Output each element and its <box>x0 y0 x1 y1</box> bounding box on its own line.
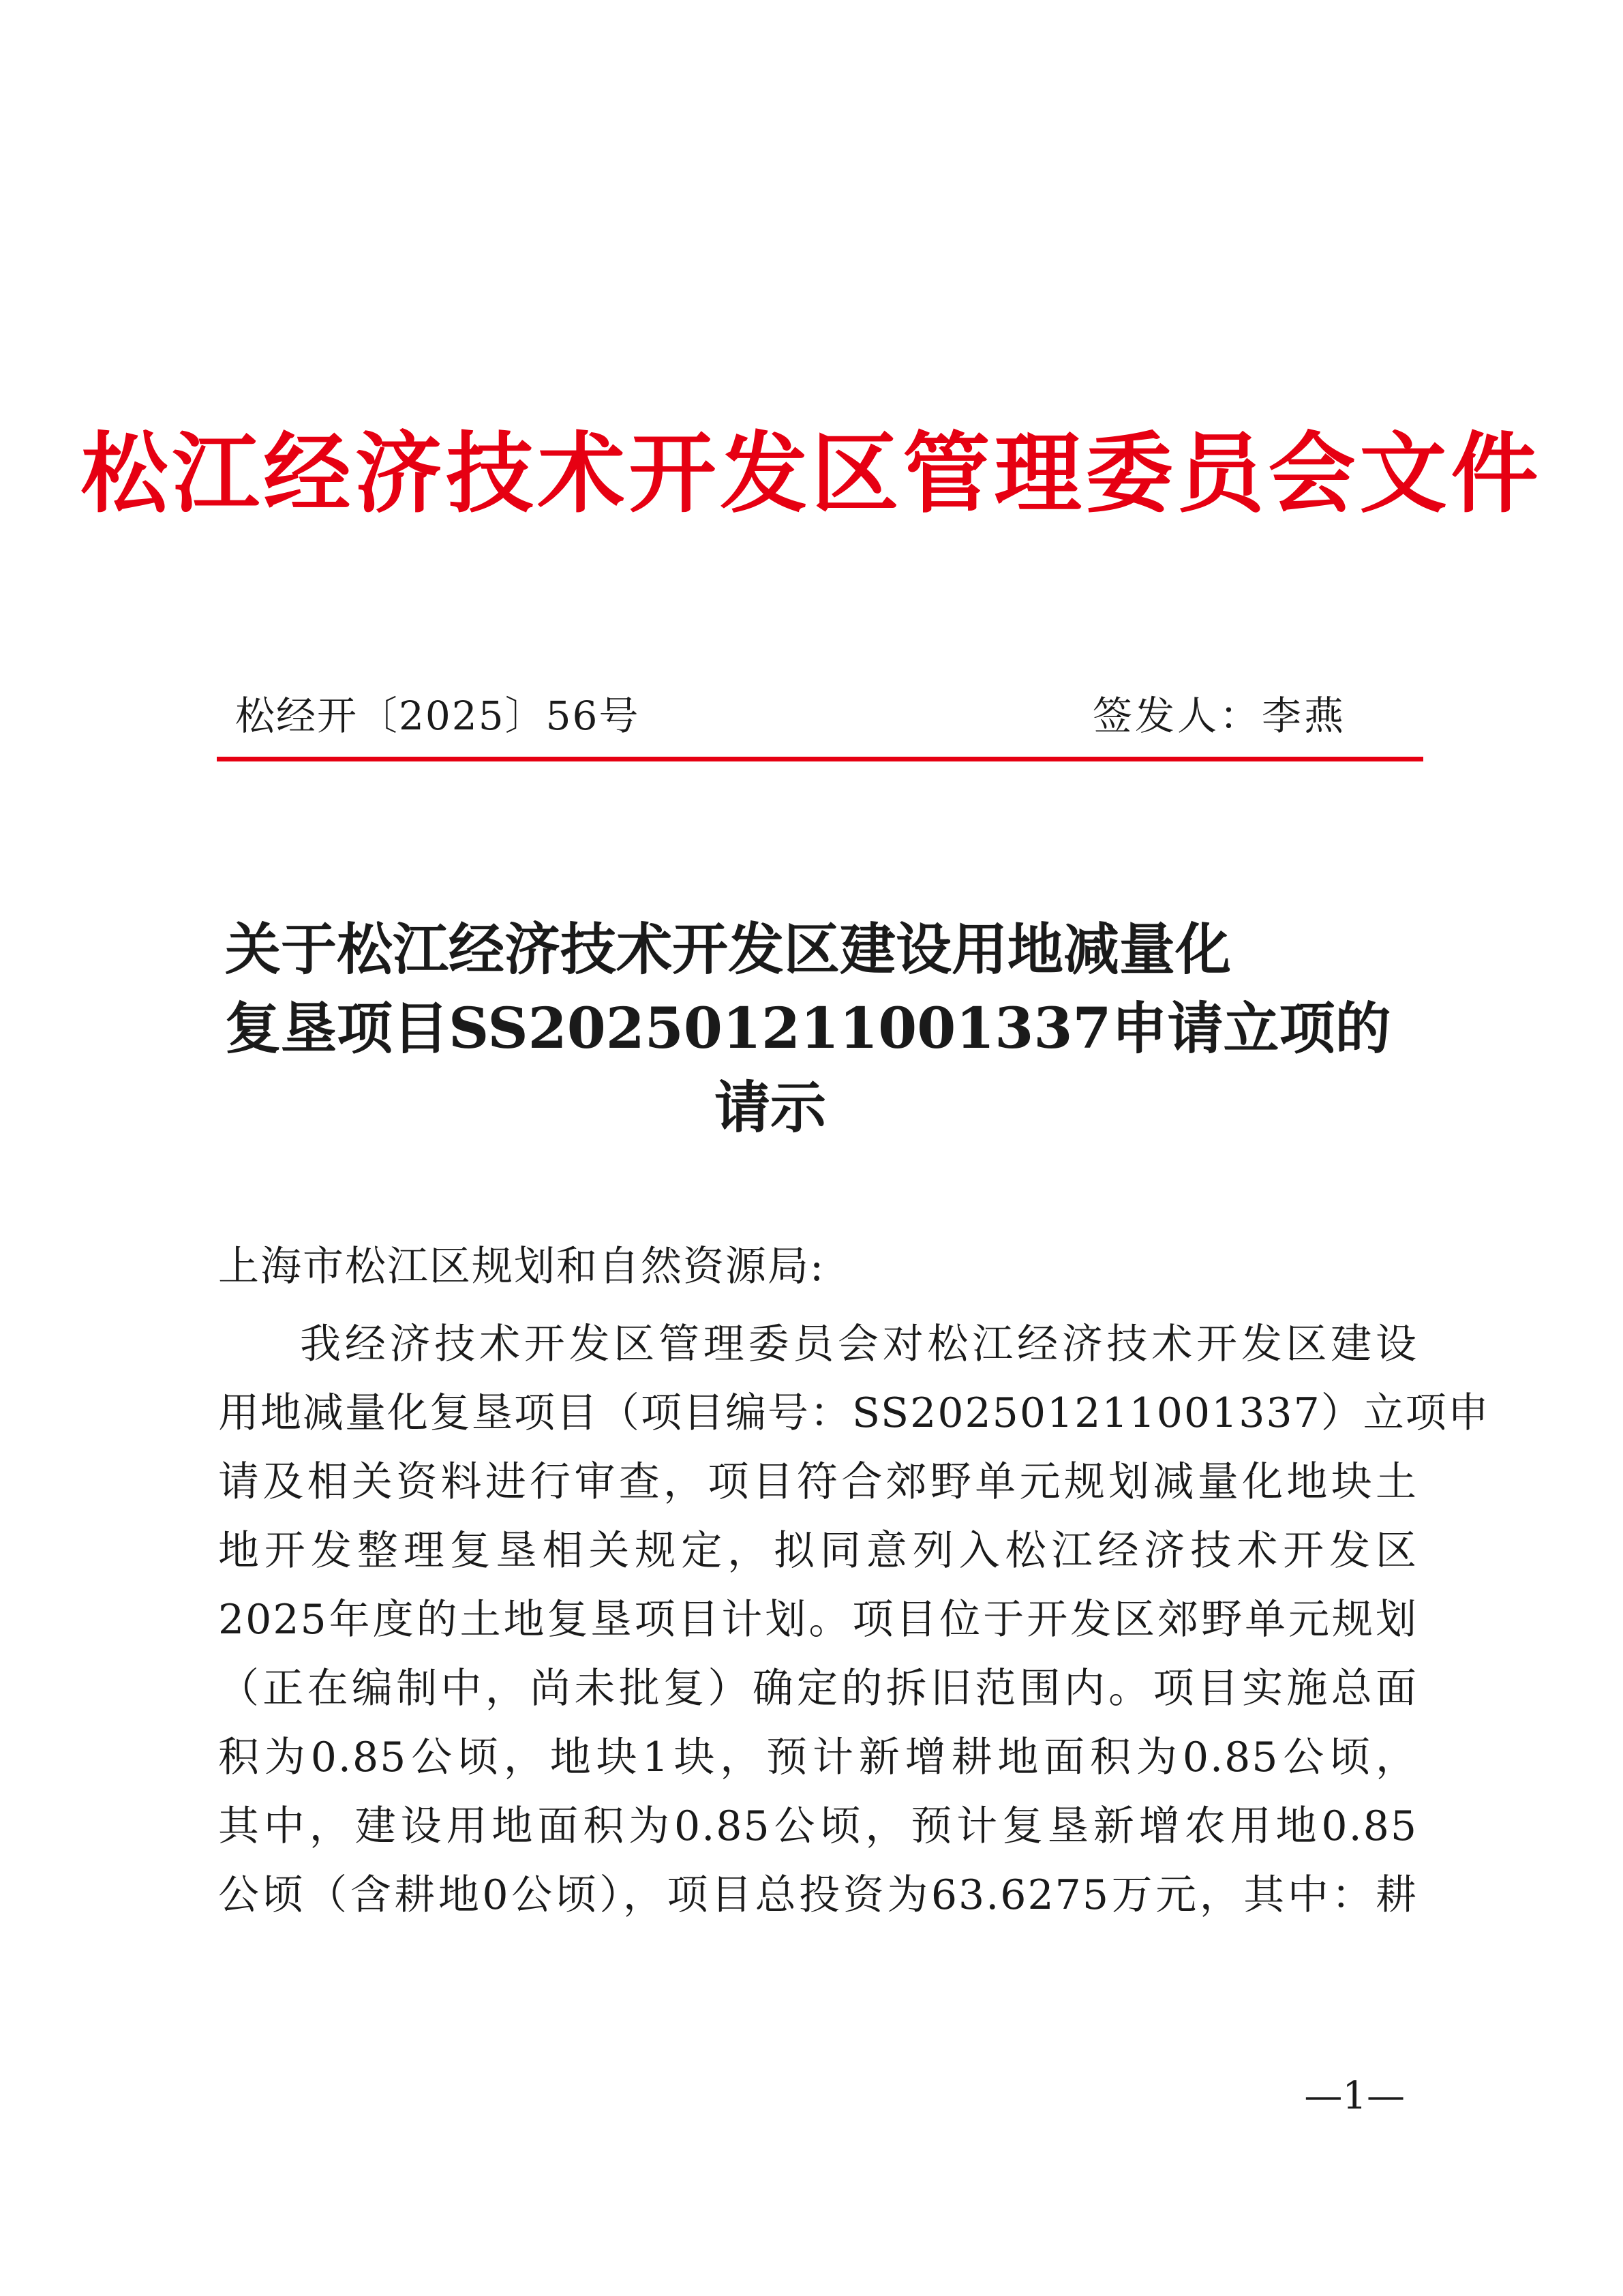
title-line: 关于松江经济技术开发区建设用地减量化 <box>225 917 1232 982</box>
body-line: 用地减量化复垦项目（项目编号：SS202501211001337）立项申 <box>218 1389 1490 1437</box>
page-number: —1— <box>1304 2074 1405 2118</box>
masthead-title: 松江经济技术开发区管理委员会文件 <box>80 423 1543 525</box>
document-number: 松经开〔2025〕56号 <box>235 693 640 739</box>
body-line: 积为0.85公顷，地块1块，预计新增耕地面积为0.85公顷， <box>218 1734 1418 1781</box>
salutation: 上海市松江区规划和自然资源局: <box>218 1243 825 1290</box>
title-line: 请示 <box>714 1075 826 1141</box>
body-line: 其中，建设用地面积为0.85公顷，预计复垦新增农用地0.85 <box>218 1802 1418 1850</box>
red-separator-line <box>217 757 1423 761</box>
body-paragraph <box>218 1310 1490 1930</box>
document-info-row <box>222 689 1387 743</box>
title-line: 复垦项目SS202501211001337申请立项的 <box>225 996 1391 1061</box>
body-line: 请及相关资料进行审查，项目符合郊野单元规划减量化地块土 <box>218 1458 1418 1506</box>
body-line: （正在编制中，尚未批复）确定的拆旧范围内。项目实施总面 <box>218 1665 1418 1712</box>
document-title <box>225 910 1391 1147</box>
signer: 签发人：李燕 <box>1092 693 1346 739</box>
body-line: 2025年度的土地复垦项目计划。项目位于开发区郊野单元规划 <box>218 1596 1418 1644</box>
body-line: 公顷（含耕地0公顷），项目总投资为63.6275万元，其中：耕 <box>218 1871 1418 1919</box>
body-line: 地开发整理复垦相关规定，拟同意列入松江经济技术开发区 <box>218 1527 1418 1575</box>
body-line: 我经济技术开发区管理委员会对松江经济技术开发区建设 <box>300 1320 1418 1368</box>
